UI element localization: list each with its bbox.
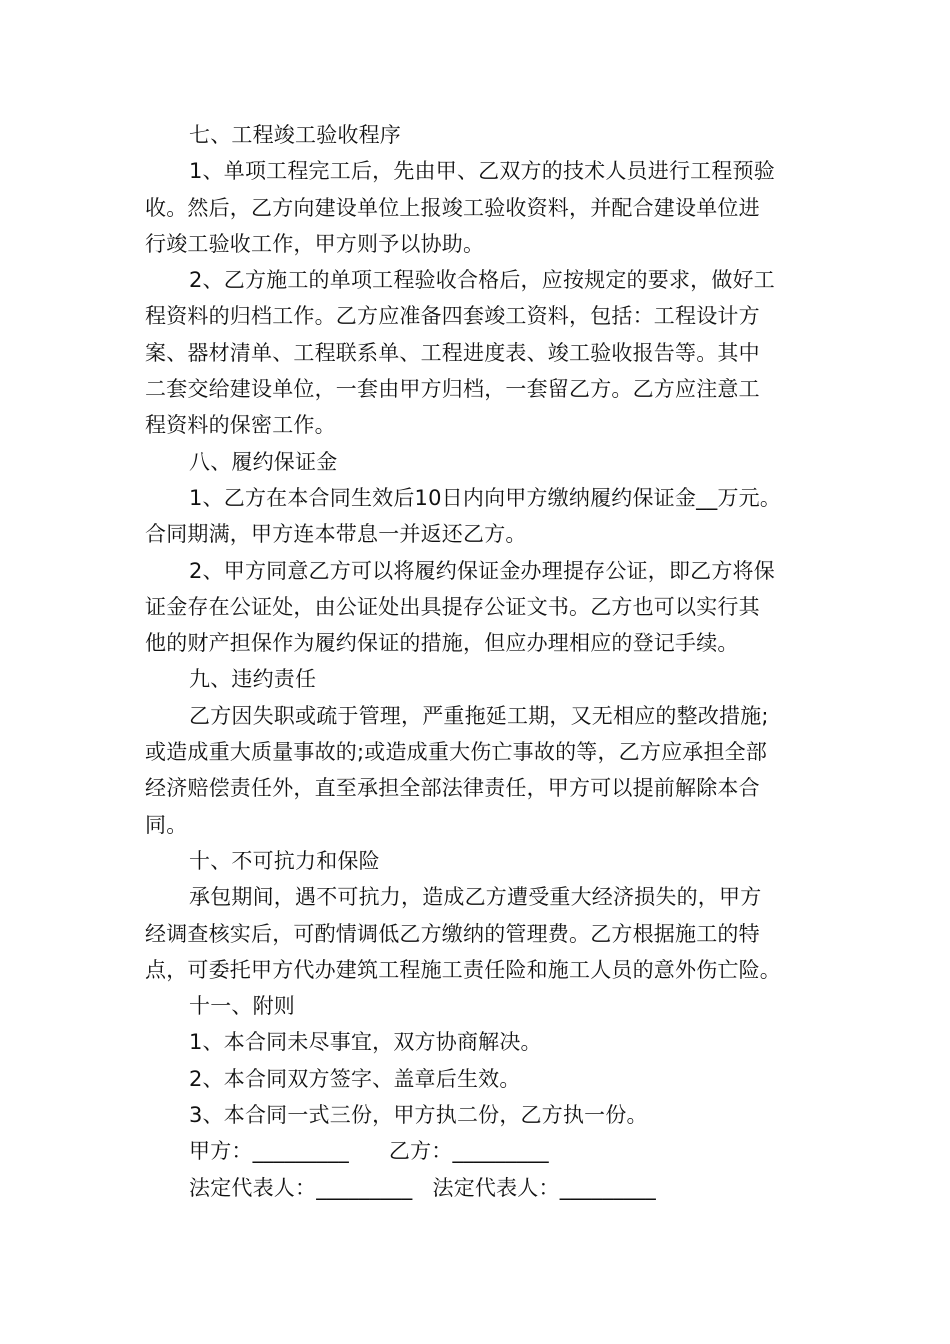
paragraph-line: 经济赔偿责任外，直至承担全部法律责任，甲方可以提前解除本合 <box>145 776 760 801</box>
paragraph-line: 3、本合同一式三份，甲方执二份，乙方执一份。 <box>189 1103 648 1128</box>
section-heading-8: 八、履约保证金 <box>189 449 338 474</box>
paragraph-line: 程资料的归档工作。乙方应准备四套竣工资料，包括：工程设计方 <box>145 304 760 329</box>
paragraph-line: 收。然后，乙方向建设单位上报竣工验收资料，并配合建设单位进 <box>145 195 760 220</box>
section-heading-7: 七、工程竣工验收程序 <box>189 123 401 147</box>
paragraph-line: 证金存在公证处，由公证处出具提存公证文书。乙方也可以实行其 <box>145 594 760 619</box>
paragraph-line: 合同期满，甲方连本带息一并返还乙方。 <box>145 522 527 547</box>
paragraph-line: 承包期间，遇不可抗力，造成乙方遭受重大经济损失的，甲方 <box>189 885 762 910</box>
section-heading-11: 十一、附则 <box>189 994 295 1019</box>
paragraph-line: 他的财产担保作为履约保证的措施，但应办理相应的登记手续。 <box>145 631 739 656</box>
section-heading-10: 十、不可抗力和保险 <box>189 848 380 873</box>
paragraph-line: 2、甲方同意乙方可以将履约保证金办理提存公证，即乙方将保 <box>189 558 775 583</box>
paragraph-line: 经调查核实后，可酌情调低乙方缴纳的管理费。乙方根据施工的特 <box>145 921 760 946</box>
paragraph-line: 二套交给建设单位，一套由甲方归档，一套留乙方。乙方应注意工 <box>145 377 760 402</box>
paragraph-line: 1、本合同未尽事宜，双方协商解决。 <box>189 1030 542 1055</box>
paragraph-line: 程资料的保密工作。 <box>145 413 336 438</box>
paragraph-line: 或造成重大质量事故的;或造成重大伤亡事故的等，乙方应承担全部 <box>145 740 768 765</box>
party-a-signature: 甲方：_________ <box>189 1139 349 1164</box>
representative-a-signature: 法定代表人：_________ <box>189 1175 413 1200</box>
paragraph-line: 行竣工验收工作，甲方则予以协助。 <box>145 231 485 256</box>
section-heading-9: 九、违约责任 <box>189 667 317 692</box>
representative-b-signature: 法定代表人：_________ <box>432 1175 656 1200</box>
paragraph-line: 2、本合同双方签字、盖章后生效。 <box>189 1066 521 1091</box>
paragraph-line: 乙方因失职或疏于管理，严重拖延工期，又无相应的整改措施; <box>189 703 769 728</box>
paragraph-line: 同。 <box>145 812 188 837</box>
document-page <box>145 117 825 1206</box>
party-b-signature: 乙方：_________ <box>388 1139 549 1164</box>
paragraph-line: 案、器材清单、工程联系单、工程进度表、竣工验收报告等。其中 <box>145 340 760 365</box>
signature-party-row <box>145 1133 825 1169</box>
paragraph-line: 点，可委托甲方代办建筑工程施工责任险和施工人员的意外伤亡险。 <box>145 957 781 982</box>
signature-representative-row <box>145 1170 825 1206</box>
paragraph-line: 1、乙方在本合同生效后10日内向甲方缴纳履约保证金__万元。 <box>189 485 782 510</box>
paragraph-line: 2、乙方施工的单项工程验收合格后，应按规定的要求，做好工 <box>189 268 775 293</box>
paragraph-line: 1、单项工程完工后，先由甲、乙双方的技术人员进行工程预验 <box>189 159 775 184</box>
